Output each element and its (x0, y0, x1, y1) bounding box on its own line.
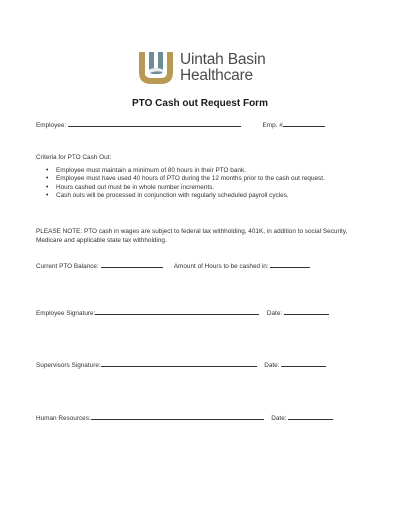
hours-label: Amount of Hours to be cashed in: (173, 263, 269, 270)
supervisor-date-input[interactable] (281, 360, 326, 367)
balance-input[interactable] (101, 261, 163, 268)
hr-date-input[interactable] (288, 413, 333, 420)
employee-row (36, 120, 325, 130)
emp-number-label: Emp. # (262, 122, 283, 129)
supervisor-signature-label: Supervisors Signature: (36, 362, 101, 369)
company-logo (136, 48, 265, 88)
employee-input[interactable] (68, 120, 241, 127)
form-title: PTO Cash out Request Form (132, 98, 268, 109)
supervisor-signature-input[interactable] (101, 360, 257, 367)
criteria-item: • Employee must maintain a minimum of 80 hours in their PTO bank. (48, 167, 383, 175)
tax-note: PLEASE NOTE: PTO cash in wages are subject to federal tax withholding, 401K, in addition to social Security, Medicare and applicable state tax withholding. (36, 228, 348, 244)
logo-text (180, 52, 265, 84)
supervisor-signature-row (36, 360, 326, 370)
supervisor-date-label: Date: (264, 362, 280, 369)
hr-row (36, 413, 333, 423)
employee-label: Employee: (36, 122, 67, 129)
employee-signature-input[interactable] (95, 308, 259, 315)
hr-signature-input[interactable] (91, 413, 264, 420)
criteria-item: • Hours cashed out must be in whole number increments. (48, 184, 383, 192)
employee-signature-row (36, 308, 329, 318)
employee-signature-label: Employee Signature: (36, 310, 96, 317)
criteria-heading: Criteria for PTO Cash Out: (36, 154, 112, 161)
hr-label: Human Resources: (36, 415, 91, 422)
employee-date-label: Date: (266, 310, 283, 317)
criteria-item: • Employee must have used 40 hours of PTO during the 12 months prior to the cash out request. (48, 175, 383, 183)
hr-date-label: Date: (271, 415, 287, 422)
employee-date-input[interactable] (284, 308, 329, 315)
balance-label: Current PTO Balance: (36, 263, 99, 270)
uintah-basin-logo-icon (136, 48, 176, 88)
balance-row (36, 261, 310, 271)
logo-line-2: Healthcare (180, 67, 253, 84)
criteria-list (38, 167, 383, 200)
criteria-item: • Cash outs will be processed in conjunction with regularly scheduled payroll cycles. (48, 192, 383, 200)
emp-number-input[interactable] (283, 120, 325, 127)
hours-input[interactable] (270, 261, 310, 268)
logo-line-1: Uintah Basin (180, 51, 266, 68)
